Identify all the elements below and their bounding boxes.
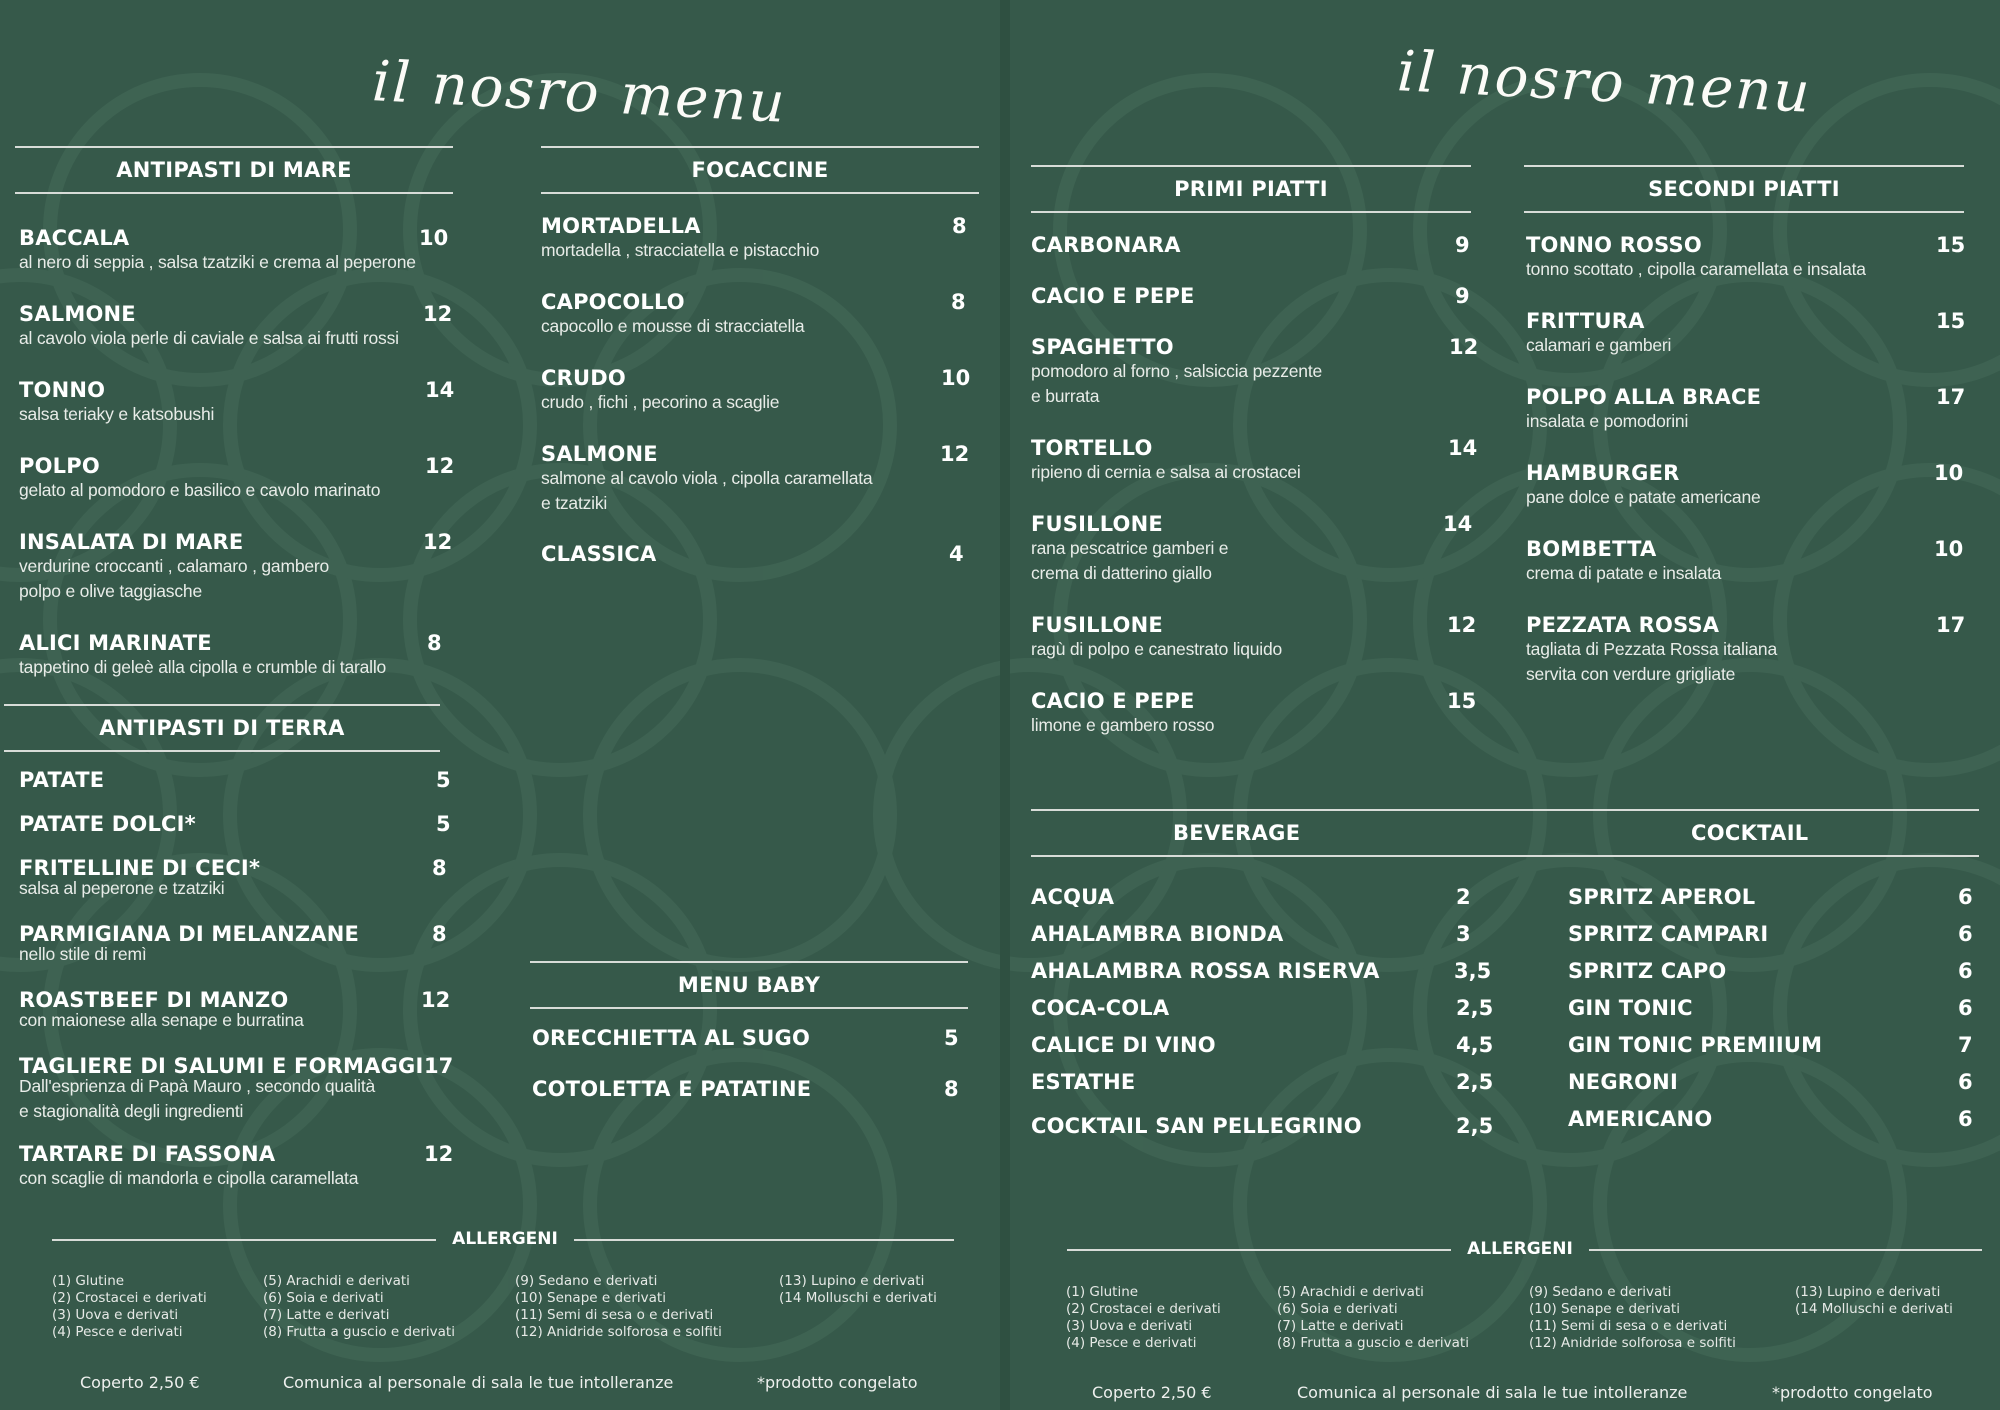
menu-item <box>541 214 979 263</box>
item-description: tonno scottato , cipolla caramellata e insalata <box>1526 259 1866 279</box>
item-name: ROASTBEEF DI MANZO <box>19 988 289 1012</box>
allergens-title: ALLERGENI <box>452 1229 558 1249</box>
allergens-header <box>1067 1239 1982 1259</box>
cover-charge-note: Coperto 2,50 € <box>80 1373 200 1392</box>
allergen-entry: (8) Frutta a guscio e derivati <box>1277 1335 1469 1351</box>
allergen-entry: (14 Molluschi e derivati <box>779 1290 937 1306</box>
allergen-entry: (4) Pesce e derivati <box>52 1324 183 1340</box>
item-name: TARTARE DI FASSONA <box>19 1142 276 1166</box>
item-name: TORTELLO <box>1031 436 1153 460</box>
menu-item <box>19 302 453 351</box>
item-name: MORTADELLA <box>541 214 701 238</box>
item-description: crema di patate e insalata <box>1526 563 1722 583</box>
section-heading: PRIMI PIATTI <box>1031 165 1471 213</box>
allergens-title: ALLERGENI <box>1467 1239 1573 1259</box>
item-price: 8 <box>432 922 447 946</box>
item-name: POLPO <box>19 454 100 478</box>
allergens-column <box>1066 1284 1221 1352</box>
item-name: TONNO ROSSO <box>1526 233 1702 257</box>
item-name: SPRITZ CAPO <box>1568 959 1727 983</box>
item-price: 10 <box>419 226 449 250</box>
allergen-entry: (7) Latte e derivati <box>1277 1318 1404 1334</box>
item-name: FRITELLINE DI CECI* <box>19 856 261 880</box>
item-name: AHALAMBRA ROSSA RISERVA <box>1031 959 1380 983</box>
menu-title: il nosro menu <box>1395 39 1814 126</box>
item-description: al cavolo viola perle di caviale e salsa ai frutti rossi <box>19 328 399 348</box>
item-name: PATATE <box>19 768 105 792</box>
cover-charge-note: Coperto 2,50 € <box>1092 1383 1212 1402</box>
item-name: SPRITZ APEROL <box>1568 885 1756 909</box>
item-price: 9 <box>1455 284 1470 308</box>
item-description: salmone al cavolo viola , cipolla caramellata e tzatziki <box>541 468 873 513</box>
item-name: BACCALA <box>19 226 130 250</box>
allergen-entry: (6) Soia e derivati <box>1277 1301 1398 1317</box>
item-description: verdurine croccanti , calamaro , gambero polpo e olive taggiasche <box>19 556 330 601</box>
item-description: gelato al pomodoro e basilico e cavolo marinato <box>19 480 381 500</box>
section-secondi-piatti <box>1524 165 1966 684</box>
item-name: HAMBURGER <box>1526 461 1680 485</box>
item-name: ORECCHIETTA AL SUGO <box>532 1026 810 1050</box>
item-price: 5 <box>436 812 451 836</box>
item-name: GIN TONIC PREMIIUM <box>1568 1033 1823 1057</box>
item-name: FUSILLONE <box>1031 512 1163 536</box>
item-description: ripieno di cernia e salsa ai crostacei <box>1031 462 1301 482</box>
section-antipasti-terra <box>4 704 454 1188</box>
item-name: SALMONE <box>19 302 136 326</box>
item-price: 12 <box>1447 613 1477 637</box>
menu-item <box>1568 1107 1978 1131</box>
item-price: 10 <box>1934 461 1964 485</box>
item-description: mortadella , stracciatella e pistacchio <box>541 240 820 260</box>
item-price: 17 <box>1936 613 1966 637</box>
item-price: 7 <box>1958 1033 1973 1057</box>
menu-item <box>1031 613 1477 662</box>
allergens-column <box>515 1273 722 1341</box>
item-name: FUSILLONE <box>1031 613 1163 637</box>
allergen-entry: (9) Sedano e derivati <box>1529 1284 1672 1300</box>
menu-item <box>19 226 449 275</box>
section-focaccine <box>541 146 979 566</box>
menu-item <box>1031 689 1477 738</box>
item-description: salsa al peperone e tzatziki <box>19 878 225 898</box>
item-name: CRUDO <box>541 366 626 390</box>
menu-item <box>19 631 449 680</box>
item-price: 15 <box>1936 309 1966 333</box>
item-price: 3,5 <box>1454 959 1492 983</box>
allergen-entry: (2) Crostacei e derivati <box>1066 1301 1221 1317</box>
item-description: pomodoro al forno , salsiccia pezzente e burrata <box>1031 361 1323 406</box>
item-price: 12 <box>421 988 451 1012</box>
item-description: rana pescatrice gamberi e crema di datterino giallo <box>1031 538 1229 583</box>
item-description: salsa teriaky e katsobushi <box>19 404 215 424</box>
menu-item <box>1568 1070 1978 1094</box>
menu-item <box>19 922 449 967</box>
item-description: pane dolce e patate americane <box>1526 487 1761 507</box>
item-price: 6 <box>1958 996 1973 1020</box>
allergen-entry: (9) Sedano e derivati <box>515 1273 658 1289</box>
item-price: 12 <box>425 454 455 478</box>
section-heading: SECONDI PIATTI <box>1524 165 1964 213</box>
menu-item <box>541 442 979 516</box>
item-price: 10 <box>941 366 971 390</box>
menu-item <box>1526 309 1966 358</box>
menu-item <box>19 378 455 427</box>
item-description: con scaglie di mandorla e cipolla caramellata <box>19 1168 359 1188</box>
menu-item <box>1031 512 1471 586</box>
drinks-heading-bar <box>1031 809 1979 857</box>
section-heading: ANTIPASTI DI TERRA <box>4 704 440 752</box>
menu-title: il nosro menu <box>370 49 789 136</box>
item-price: 12 <box>423 302 453 326</box>
item-price: 6 <box>1958 1107 1973 1131</box>
item-price: 9 <box>1455 233 1470 257</box>
right-menu-page <box>1010 0 2000 1410</box>
item-name: NEGRONI <box>1568 1070 1678 1094</box>
menu-item <box>541 542 979 566</box>
intolerance-note: Comunica al personale di sala le tue intolleranze <box>283 1373 674 1392</box>
item-description: nello stile di remì <box>19 944 147 964</box>
item-price: 6 <box>1958 922 1973 946</box>
item-price: 14 <box>1448 436 1478 460</box>
menu-item <box>1031 1033 1494 1057</box>
item-price: 3 <box>1456 922 1471 946</box>
frozen-product-note: *prodotto congelato <box>757 1373 918 1392</box>
item-price: 4,5 <box>1456 1033 1494 1057</box>
section-heading: MENU BABY <box>530 961 968 1009</box>
menu-item <box>19 454 455 503</box>
menu-item <box>1031 436 1478 485</box>
divider <box>574 1239 954 1241</box>
allergen-entry: (4) Pesce e derivati <box>1066 1335 1197 1351</box>
item-price: 14 <box>425 378 455 402</box>
menu-item <box>19 812 449 836</box>
item-price: 12 <box>940 442 970 466</box>
menu-item <box>1031 1114 1494 1138</box>
menu-item <box>1526 613 1966 687</box>
menu-item <box>1568 996 1978 1020</box>
menu-item <box>1031 959 1491 983</box>
section-heading: FOCACCINE <box>541 146 979 194</box>
section-menu-baby <box>530 961 968 1101</box>
item-name: PATATE DOLCI* <box>19 812 196 836</box>
menu-item <box>1526 537 1966 586</box>
item-name: CARBONARA <box>1031 233 1181 257</box>
item-price: 6 <box>1958 885 1973 909</box>
item-name: CLASSICA <box>541 542 657 566</box>
item-name: TAGLIERE DI SALUMI E FORMAGGI <box>19 1054 424 1078</box>
item-price: 17 <box>424 1054 454 1078</box>
allergens-column <box>779 1273 937 1307</box>
item-description: insalata e pomodorini <box>1526 411 1689 431</box>
item-name: COCKTAIL SAN PELLEGRINO <box>1031 1114 1362 1138</box>
item-name: AMERICANO <box>1568 1107 1713 1131</box>
menu-item <box>19 768 449 792</box>
item-price: 12 <box>424 1142 454 1166</box>
item-name: ACQUA <box>1031 885 1115 909</box>
allergens-column <box>263 1273 455 1341</box>
menu-item <box>1526 385 1966 434</box>
allergens-column <box>52 1273 207 1341</box>
item-name: POLPO ALLA BRACE <box>1526 385 1762 409</box>
item-description: ragù di polpo e canestrato liquido <box>1031 639 1283 659</box>
allergen-entry: (11) Semi di sesa o e derivati <box>1529 1318 1728 1334</box>
section-antipasti-mare <box>15 146 455 677</box>
item-price: 8 <box>427 631 442 655</box>
allergen-entry: (6) Soia e derivati <box>263 1290 384 1306</box>
item-name: SPRITZ CAMPARI <box>1568 922 1769 946</box>
divider <box>52 1239 436 1241</box>
menu-item <box>1568 959 1978 983</box>
menu-item <box>541 366 979 415</box>
intolerance-note: Comunica al personale di sala le tue intolleranze <box>1297 1383 1688 1402</box>
allergen-entry: (5) Arachidi e derivati <box>263 1273 410 1289</box>
item-name: AHALAMBRA BIONDA <box>1031 922 1284 946</box>
menu-item <box>19 988 449 1033</box>
drinks-header <box>1031 809 1979 857</box>
menu-item <box>541 290 979 339</box>
item-price: 8 <box>944 1077 959 1101</box>
item-price: 2 <box>1456 885 1471 909</box>
allergen-entry: (10) Senape e derivati <box>1529 1301 1680 1317</box>
menu-item <box>1568 922 1978 946</box>
item-name: CAPOCOLLO <box>541 290 685 314</box>
item-name: FRITTURA <box>1526 309 1645 333</box>
allergen-entry: (7) Latte e derivati <box>263 1307 390 1323</box>
allergens-column <box>1529 1284 1736 1352</box>
menu-item <box>1031 233 1471 257</box>
menu-item <box>532 1026 968 1050</box>
menu-item <box>1031 284 1471 308</box>
allergen-entry: (8) Frutta a guscio e derivati <box>263 1324 455 1340</box>
item-price: 15 <box>1447 689 1477 713</box>
allergens-column <box>1277 1284 1469 1352</box>
item-name: GIN TONIC <box>1568 996 1693 1020</box>
item-price: 12 <box>1449 335 1479 359</box>
item-description: tagliata di Pezzata Rossa italiana servita con verdure grigliate <box>1526 639 1777 684</box>
item-name: PEZZATA ROSSA <box>1526 613 1720 637</box>
allergen-entry: (3) Uova e derivati <box>52 1307 179 1323</box>
item-price: 4 <box>949 542 964 566</box>
item-name: COCA-COLA <box>1031 996 1170 1020</box>
allergen-entry: (3) Uova e derivati <box>1066 1318 1193 1334</box>
item-price: 12 <box>423 530 453 554</box>
allergen-entry: (11) Semi di sesa o e derivati <box>515 1307 714 1323</box>
item-name: ALICI MARINATE <box>19 631 212 655</box>
item-name: SALMONE <box>541 442 658 466</box>
item-price: 5 <box>436 768 451 792</box>
item-name: PARMIGIANA DI MELANZANE <box>19 922 360 946</box>
item-name: CACIO E PEPE <box>1031 689 1195 713</box>
item-name: SPAGHETTO <box>1031 335 1174 359</box>
menu-item <box>532 1077 968 1101</box>
item-price: 10 <box>1934 537 1964 561</box>
allergen-entry: (13) Lupino e derivati <box>779 1273 925 1289</box>
menu-item <box>19 1142 454 1191</box>
allergen-entry: (10) Senape e derivati <box>515 1290 666 1306</box>
item-description: Dall'esprienza di Papà Mauro , secondo qualità e stagionalità degli ingredienti <box>19 1076 376 1121</box>
menu-item <box>1031 996 1494 1020</box>
divider <box>1067 1249 1451 1251</box>
item-name: INSALATA DI MARE <box>19 530 244 554</box>
frozen-product-note: *prodotto congelato <box>1772 1383 1933 1402</box>
allergen-entry: (12) Anidride solforosa e solfiti <box>515 1324 722 1340</box>
item-name: COTOLETTA E PATATINE <box>532 1077 812 1101</box>
item-description: al nero di seppia , salsa tzatziki e crema al peperone <box>19 252 416 272</box>
menu-item <box>1031 335 1479 409</box>
item-price: 14 <box>1443 512 1473 536</box>
item-name: ESTATHE <box>1031 1070 1136 1094</box>
item-price: 8 <box>952 214 967 238</box>
item-price: 15 <box>1936 233 1966 257</box>
allergens-header <box>52 1229 954 1249</box>
allergens-column <box>1795 1284 1953 1318</box>
menu-item <box>1526 233 1966 282</box>
section-primi-piatti <box>1031 165 1479 735</box>
menu-item <box>19 856 449 901</box>
item-price: 17 <box>1936 385 1966 409</box>
menu-item <box>19 530 453 604</box>
menu-item <box>1568 885 1978 909</box>
item-price: 2,5 <box>1456 1114 1494 1138</box>
item-price: 2,5 <box>1456 996 1494 1020</box>
allergen-entry: (5) Arachidi e derivati <box>1277 1284 1424 1300</box>
item-price: 8 <box>951 290 966 314</box>
item-name: TONNO <box>19 378 106 402</box>
item-name: CALICE DI VINO <box>1031 1033 1216 1057</box>
item-description: capocollo e mousse di stracciatella <box>541 316 805 336</box>
allergen-entry: (12) Anidride solforosa e solfiti <box>1529 1335 1736 1351</box>
section-heading: BEVERAGE <box>1173 821 1301 845</box>
divider <box>1589 1249 1982 1251</box>
item-description: calamari e gamberi <box>1526 335 1672 355</box>
menu-item <box>19 1054 454 1124</box>
item-description: crudo , fichi , pecorino a scaglie <box>541 392 780 412</box>
section-heading: COCKTAIL <box>1691 821 1809 845</box>
item-price: 6 <box>1958 959 1973 983</box>
allergen-entry: (1) Glutine <box>52 1273 125 1289</box>
section-heading: ANTIPASTI DI MARE <box>15 146 453 194</box>
item-description: tappetino di geleè alla cipolla e crumble di tarallo <box>19 657 387 677</box>
allergen-entry: (2) Crostacei e derivati <box>52 1290 207 1306</box>
item-price: 5 <box>944 1026 959 1050</box>
item-price: 2,5 <box>1456 1070 1494 1094</box>
allergen-entry: (13) Lupino e derivati <box>1795 1284 1941 1300</box>
menu-item <box>1031 1070 1494 1094</box>
menu-item <box>1526 461 1966 510</box>
menu-item <box>1031 885 1491 909</box>
menu-item <box>1031 922 1491 946</box>
item-description: limone e gambero rosso <box>1031 715 1215 735</box>
item-price: 8 <box>432 856 447 880</box>
item-name: BOMBETTA <box>1526 537 1657 561</box>
allergen-entry: (1) Glutine <box>1066 1284 1139 1300</box>
allergen-entry: (14 Molluschi e derivati <box>1795 1301 1953 1317</box>
item-name: CACIO E PEPE <box>1031 284 1195 308</box>
item-description: con maionese alla senape e burratina <box>19 1010 304 1030</box>
item-price: 6 <box>1958 1070 1973 1094</box>
menu-item <box>1568 1033 1978 1057</box>
